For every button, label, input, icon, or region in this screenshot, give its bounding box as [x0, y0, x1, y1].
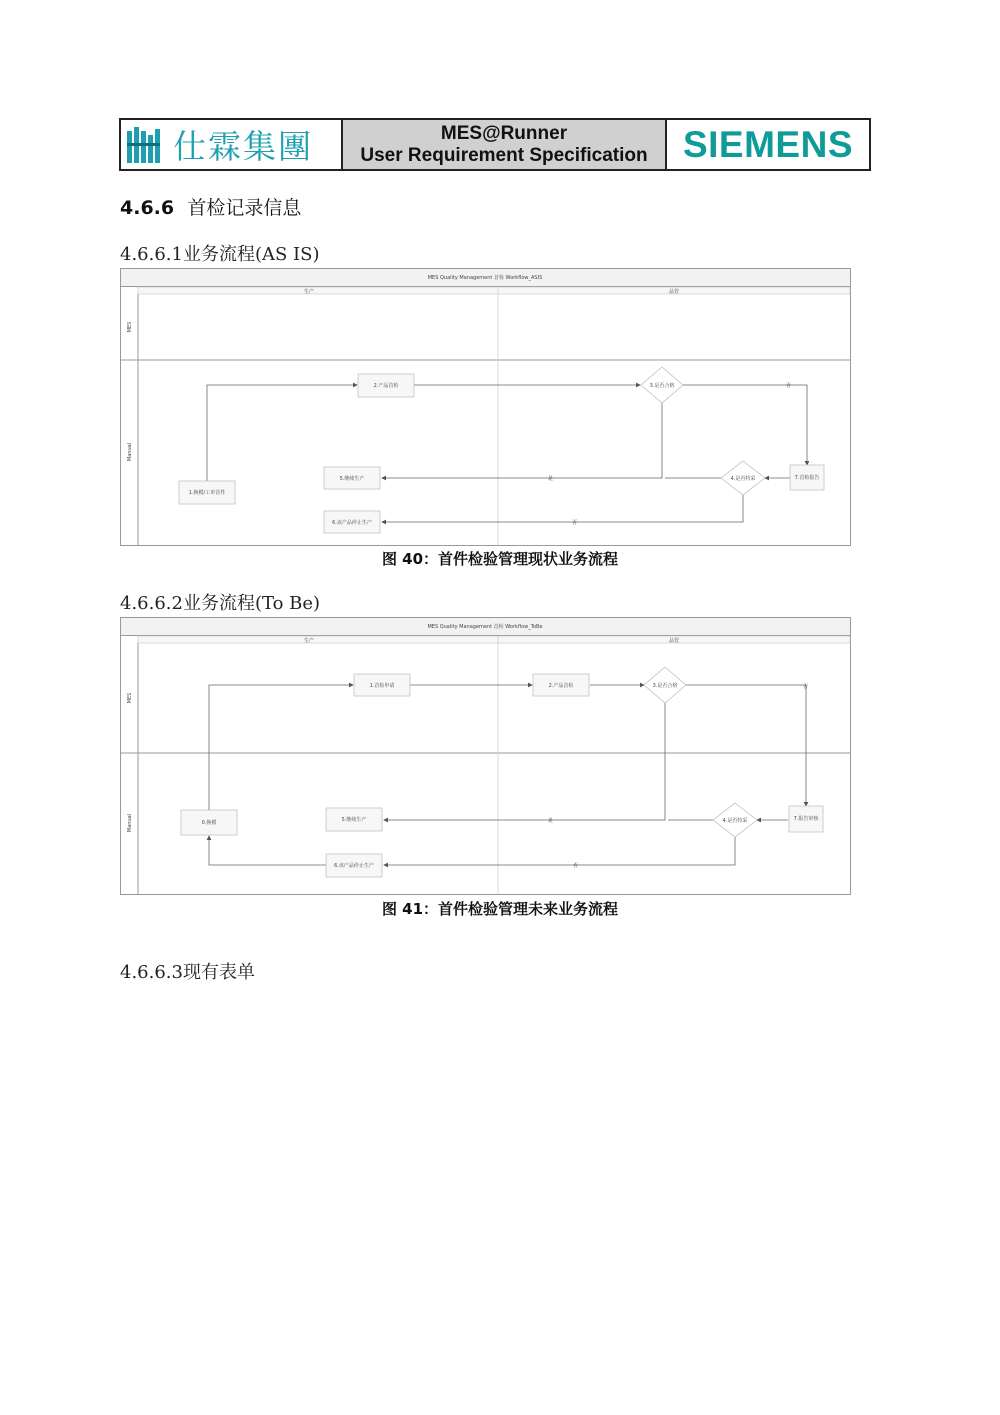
diagram2-node-4: 4.是否特采: [722, 818, 748, 824]
document-title-line2: User Requirement Specification: [360, 144, 648, 166]
diagram2-lane-mes: MES: [127, 692, 133, 704]
document-header: [119, 118, 871, 171]
diagram2-col-left: 生产: [303, 638, 315, 644]
diagram1-node-5: 5.继续生产: [339, 476, 365, 482]
document-title: [343, 120, 667, 169]
diagram2-node-7: 7.报告审核: [793, 816, 819, 822]
document-title-line1: MES@Runner: [440, 122, 568, 144]
section-title: 首检记录信息: [187, 197, 302, 219]
diagram2-node-5: 5.继续生产: [341, 817, 367, 823]
diagram1-col-right: 品管: [668, 289, 680, 295]
diagram2-title: MES Quality Management 首检 Workflow_ToBe: [427, 624, 543, 630]
siemens-logo: SIEMENS: [682, 123, 854, 165]
subsection-asis-heading: 4.6.6.1业务流程(AS IS): [120, 244, 320, 265]
diagram2-node-2: 2.产品首检: [548, 683, 574, 689]
diagram1-node-6: 6.该产品停止生产: [332, 520, 372, 526]
company-logo-mark-icon: [125, 125, 167, 165]
diagram2-edge-no-2: 否: [573, 863, 579, 869]
diagram1-lane-manual: Manual: [127, 442, 133, 462]
diagram2-node-6: 6.该产品停止生产: [334, 863, 374, 869]
diagram1-node-3: 3.是否合格: [649, 383, 675, 389]
diagram1-title: MES Quality Management 首检 Workflow_ASIS: [427, 275, 543, 281]
diagram1-node-7: 7.首检报告: [794, 475, 820, 481]
diagram1-edge-no-2: 否: [572, 520, 578, 526]
diagram2-col-right: 品管: [668, 638, 680, 644]
section-heading: [120, 193, 301, 220]
diagram1-node-4: 4.是否特采: [730, 476, 756, 482]
subsection-tobe-heading: 4.6.6.2业务流程(To Be): [120, 593, 321, 614]
diagram1-node-2: 2.产品首检: [373, 383, 399, 389]
diagram2-node-3: 3.是否合格: [652, 683, 678, 689]
figure-41-caption: 图 41：首件检验管理未来业务流程: [381, 900, 619, 918]
diagram2-edge-yes-1: 是: [548, 818, 554, 824]
diagram1-lane-mes: MES: [127, 321, 133, 333]
diagram1-edge-yes-1: 是: [548, 476, 554, 482]
diagram1-node-1: 1.换模/工单首件: [188, 490, 226, 496]
subsection-forms-heading: 4.6.6.3现有表单: [120, 962, 255, 983]
section-number: 4.6.6: [120, 197, 175, 219]
diagram1-edge-no-1: 否: [786, 383, 792, 389]
tobe-workflow-diagram: [120, 617, 851, 895]
diagram2-node-1: 1.首检申请: [369, 683, 395, 689]
company-logo: [121, 120, 343, 169]
diagram1-col-left: 生产: [303, 289, 315, 295]
figure-40-caption: 图 40：首件检验管理现状业务流程: [381, 550, 619, 568]
diagram2-node-0: 0.换模: [201, 820, 217, 826]
asis-workflow-diagram: [120, 268, 851, 546]
diagram2-lane-manual: Manual: [127, 813, 133, 833]
diagram2-edge-no-1: 否: [803, 684, 809, 690]
company-logo-text: 仕霖集團: [173, 127, 313, 166]
